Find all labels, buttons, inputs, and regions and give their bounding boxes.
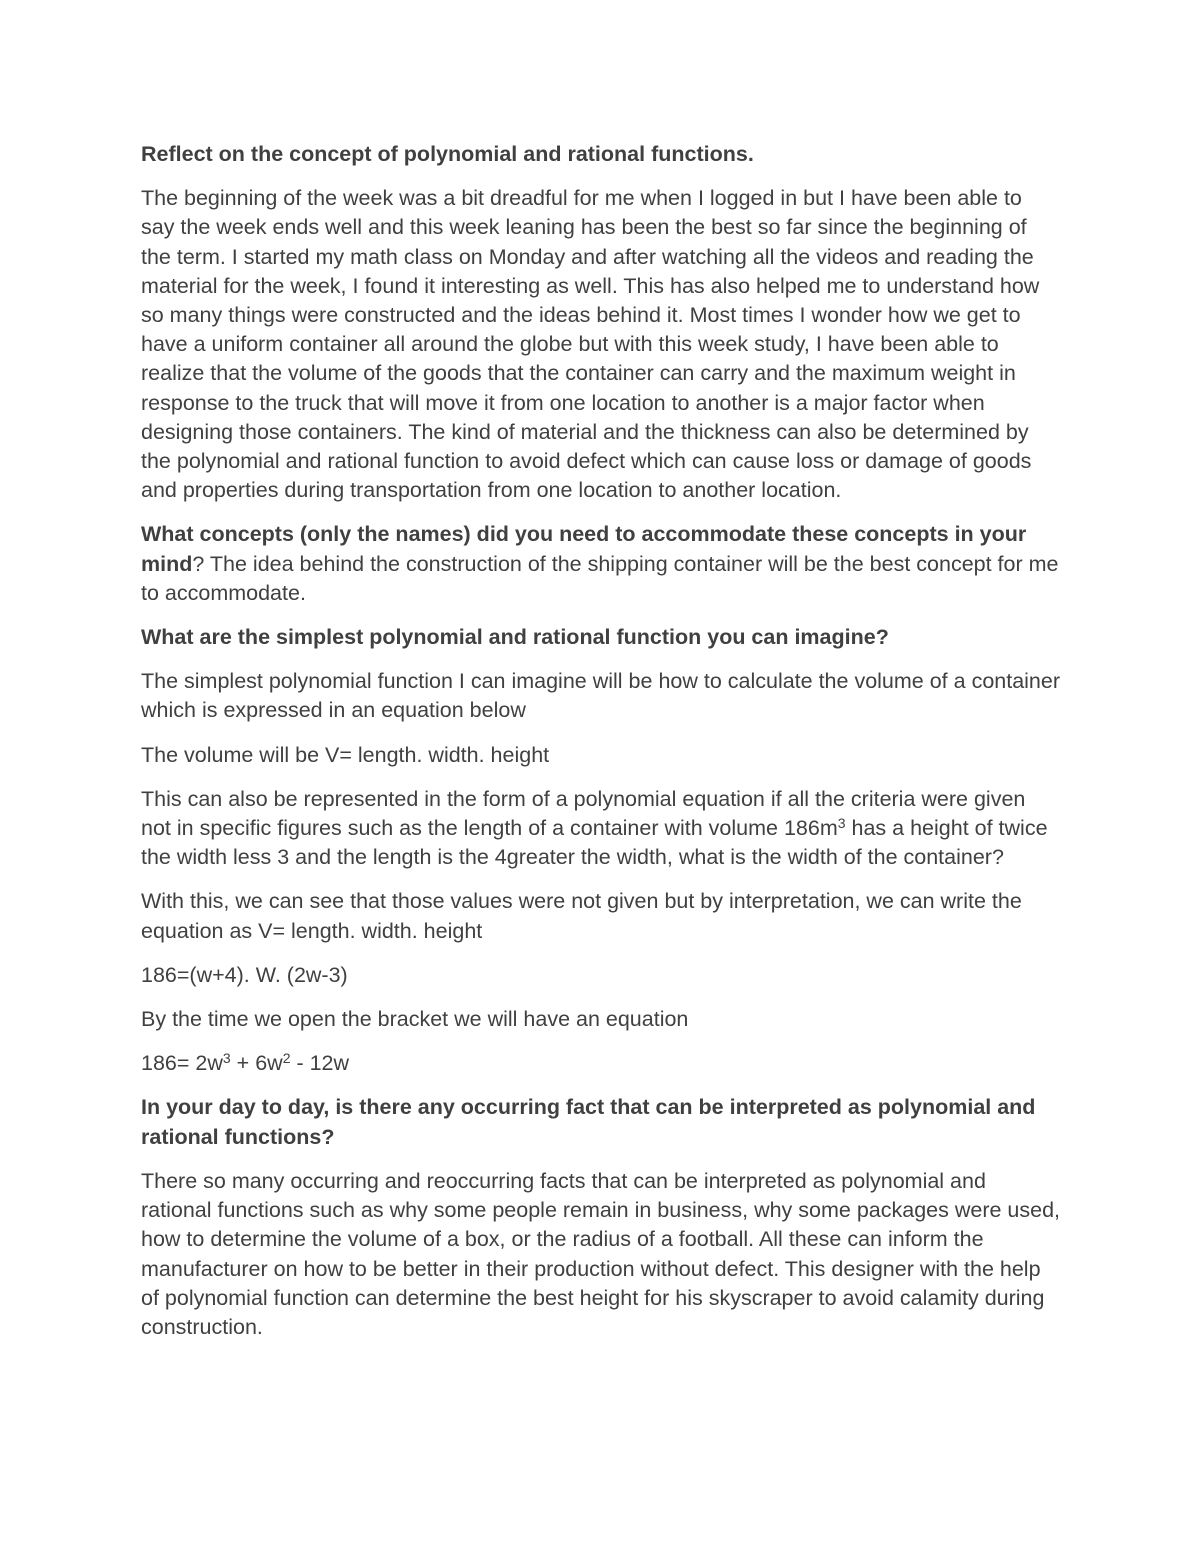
question-concepts: What concepts (only the names) did you need to accommodate these concepts in your mind	[141, 522, 1027, 576]
paragraph-interpretation: With this, we can see that those values were not given but by interpretation, we can write the equation as V= length. width. height	[141, 889, 1022, 943]
heading-day-to-day: In your day to day, is there any occurring fact that can be interpreted as polynomial and rational functions?	[141, 1095, 1036, 1149]
paragraph-volume-formula: The volume will be V= length. width. height	[141, 742, 550, 767]
paragraph-concepts-question	[141, 520, 1061, 608]
equation-term-2: + 6w	[230, 1051, 283, 1076]
paragraph-simplest-polynomial: The simplest polynomial function I can imagine will be how to calculate the volume of a container which is expressed in an equation below	[141, 669, 1061, 723]
paragraph-week-reflection: The beginning of the week was a bit dreadful for me when I logged in but I have been able to say the week ends well and this week leaning has been the best so far since the beginning of the term. I started my math class on Monday and after watching all the videos and reading the material for the week, I found it interesting as well. This has also helped me to understand how so many things were constructed and the ideas behind it. Most times I wonder how we get to have a uniform container all around the globe but with this week study, I have been able to realize that the volume of the goods that the container can carry and the maximum weight in response to the truck that will move it from one location to another is a major factor when designing those containers. The kind of material and the thickness can also be determined by the polynomial and rational function to avoid defect which can cause loss or damage of goods and properties during transportation from one location to another location.	[141, 186, 1040, 503]
equation-exponent-2: 2	[282, 1050, 291, 1067]
cubic-exponent: 3	[837, 815, 846, 832]
example-text-start: This can also be represented in the form of a polynomial equation if all the criteria were given not in specific figures such as the length of a container with volume 186m	[141, 786, 1026, 841]
example-text-end: has a height of twice the width less 3 and the length is the 4greater the width, what is the width of the container?	[141, 816, 1048, 870]
equation-expanded	[141, 1049, 1061, 1078]
document-body	[141, 140, 1061, 1357]
paragraph-polynomial-example	[141, 785, 1061, 873]
equation-factored: 186=(w+4). W. (2w-3)	[141, 962, 348, 987]
paragraph-occurring-facts: There so many occurring and reoccurring facts that can be interpreted as polynomial and rational functions such as why some people remain in business, why some packages were used, how to determine the volume of a box, or the radius of a football. All these can inform the manufacturer on how to be better in their production without defect. This designer with the help of polynomial function can determine the best height for his skyscraper to avoid calamity during construction.	[141, 1168, 1061, 1339]
equation-term-1: 186= 2w	[141, 1051, 223, 1076]
heading-simplest-functions: What are the simplest polynomial and rational function you can imagine?	[141, 625, 889, 650]
heading-reflect: Reflect on the concept of polynomial and rational functions.	[141, 142, 754, 166]
paragraph-open-bracket: By the time we open the bracket we will have an equation	[141, 1007, 689, 1032]
answer-concepts: ? The idea behind the construction of the shipping container will be the best concept for me to accommodate.	[141, 551, 1059, 605]
equation-exponent-3: 3	[222, 1050, 231, 1067]
equation-term-3: - 12w	[290, 1051, 350, 1076]
